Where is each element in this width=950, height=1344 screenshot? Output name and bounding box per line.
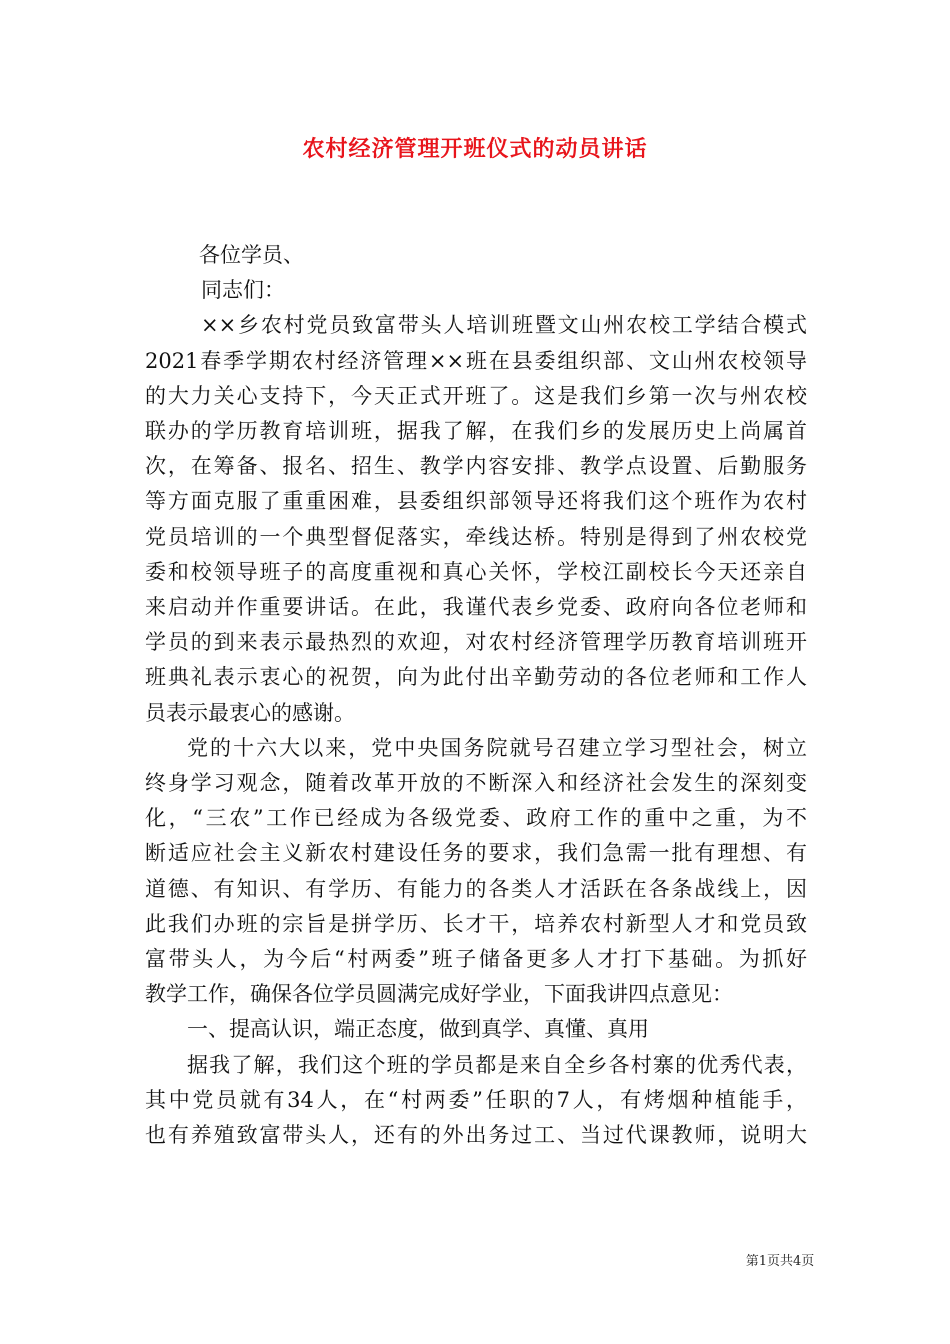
salutation-line: 各位学员、 xyxy=(199,243,304,267)
document-body xyxy=(145,238,807,1153)
paragraph-line: ××乡农村党员致富带头人培训班暨文山州农校工学结合模式 xyxy=(201,313,807,338)
document-title: 农村经济管理开班仪式的动员讲话 xyxy=(302,136,648,162)
salutation-line: 同志们： xyxy=(201,278,285,303)
paragraph-line: 此我们办班的宗旨是拼学历、长才干，培养农村新型人才和党员致 xyxy=(145,911,807,936)
paragraph-line: 也有养殖致富带头人，还有的外出务过工、当过代课教师，说明大 xyxy=(145,1123,807,1148)
paragraph-line: 其中党员就有34人，在“村两委”任职的7人，有烤烟种植能手， xyxy=(145,1087,807,1112)
paragraph-line: 班典礼表示衷心的祝贺，向为此付出辛勤劳动的各位老师和工作人 xyxy=(145,665,807,690)
paragraph-line: 2021春季学期农村经济管理××班在县委组织部、文山州农校领导 xyxy=(145,348,807,373)
paragraph-line: 次，在筹备、报名、招生、教学内容安排、教学点设置、后勤服务 xyxy=(145,454,807,479)
page-number: 第1页共4页 xyxy=(745,1254,815,1269)
paragraph-line: 化，“三农”工作已经成为各级党委、政府工作的重中之重，为不 xyxy=(145,806,807,831)
paragraph-line: 断适应社会主义新农村建设任务的要求，我们急需一批有理想、有 xyxy=(145,841,807,866)
paragraph-line: 委和校领导班子的高度重视和真心关怀，学校江副校长今天还亲自 xyxy=(145,559,807,584)
paragraph-line: 联办的学历教育培训班，据我了解，在我们乡的发展历史上尚属首 xyxy=(145,419,807,444)
paragraph-line: 党的十六大以来，党中央国务院就号召建立学习型社会，树立 xyxy=(187,735,807,760)
paragraph-line: 等方面克服了重重困难，县委组织部领导还将我们这个班作为农村 xyxy=(145,489,807,514)
paragraph-line: 据我了解，我们这个班的学员都是来自全乡各村寨的优秀代表， xyxy=(187,1052,807,1077)
paragraph-line: 党员培训的一个典型督促落实，牵线达桥。特别是得到了州农校党 xyxy=(145,524,807,549)
paragraph-line: 终身学习观念，随着改革开放的不断深入和经济社会发生的深刻变 xyxy=(145,771,807,796)
paragraph-line: 的大力关心支持下，今天正式开班了。这是我们乡第一次与州农校 xyxy=(145,383,807,408)
paragraph-line: 学员的到来表示最热烈的欢迎，对农村经济管理学历教育培训班开 xyxy=(145,630,807,655)
paragraph-line: 来启动并作重要讲话。在此，我谨代表乡党委、政府向各位老师和 xyxy=(145,595,807,620)
paragraph-line: 教学工作，确保各位学员圆满完成好学业，下面我讲四点意见： xyxy=(145,982,733,1007)
paragraph-line: 员表示最衷心的感谢。 xyxy=(145,700,355,725)
paragraph-line: 道德、有知识、有学历、有能力的各类人才活跃在各条战线上，因 xyxy=(145,876,807,901)
page-footer xyxy=(0,1250,950,1269)
paragraph-line: 富带头人，为今后“村两委”班子储备更多人才打下基础。为抓好 xyxy=(145,947,807,972)
section-heading: 一、提高认识，端正态度，做到真学、真懂、真用 xyxy=(187,1017,649,1042)
